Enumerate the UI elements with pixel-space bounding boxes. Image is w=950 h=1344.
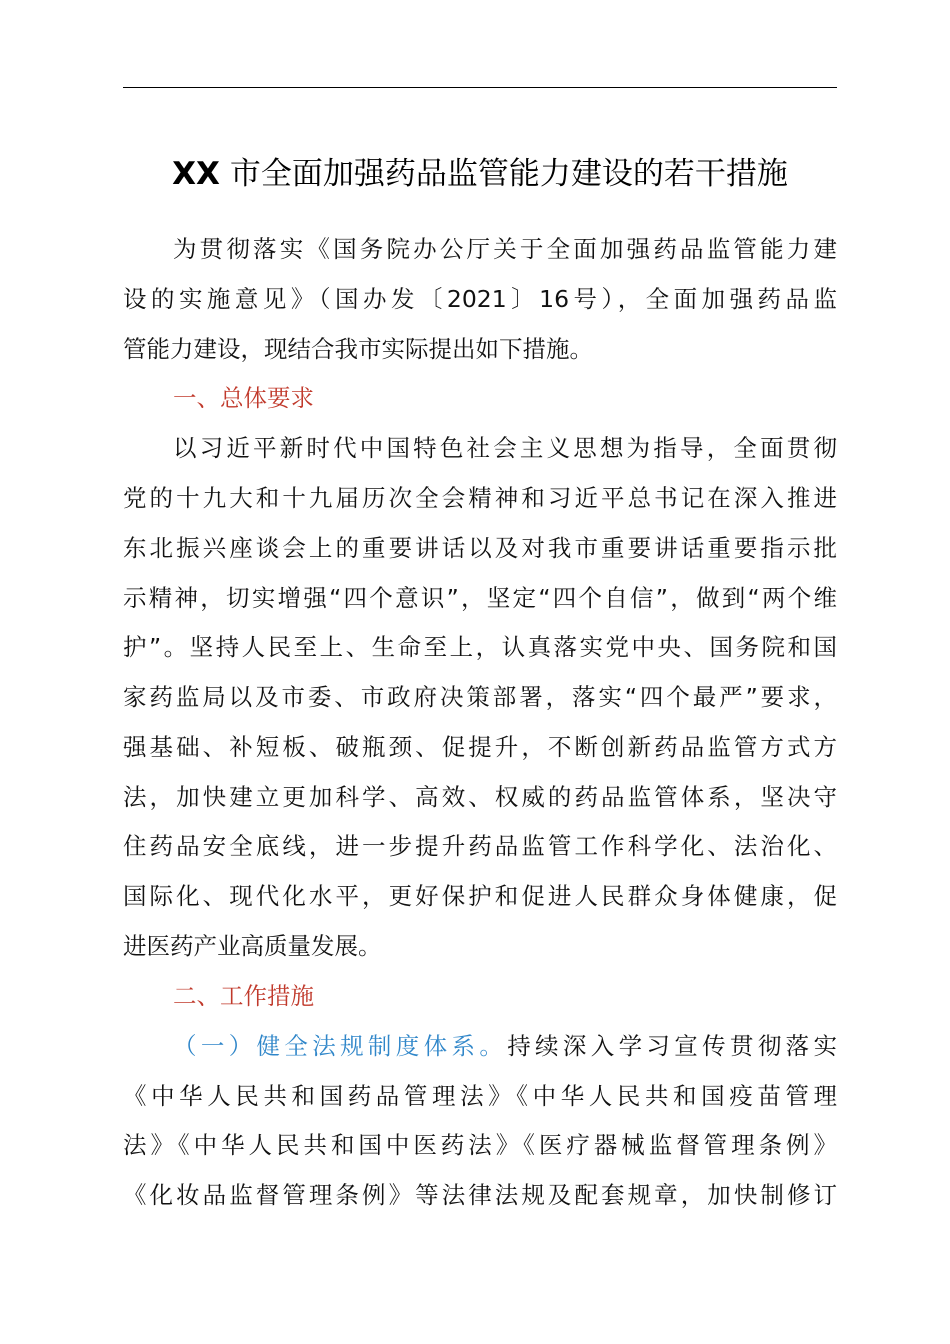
subsection-label-legal-system: （一）健全法规制度体系。	[173, 1032, 508, 1060]
intro-line-1: 为贯彻落实《国务院办公厅关于全面加强药品监管能力建	[173, 235, 837, 263]
header-rule	[123, 87, 837, 88]
section1-line-11: 进医药产业高质量发展。	[123, 932, 382, 960]
document-title	[110, 148, 850, 200]
subsection1-line-1	[123, 1021, 837, 1071]
subsection1-line-4: 《化妆品监督管理条例》等法律法规及配套规章，加快制修订	[123, 1181, 837, 1209]
title-text: 市全面加强药品监管能力建设的若干措施	[229, 156, 788, 192]
section-heading-work-measures: 二、工作措施	[173, 982, 314, 1010]
section1-line-2: 党的十九大和十九届历次全会精神和习近平总书记在深入推进	[123, 484, 837, 512]
section1-line-1: 以习近平新时代中国特色社会主义思想为指导，全面贯彻	[173, 434, 837, 462]
subsection1-line-3: 法》《中华人民共和国中医药法》《医疗器械监督管理条例》	[123, 1131, 837, 1159]
intro-line-3: 管能力建设，现结合我市实际提出如下措施。	[123, 335, 593, 363]
subsection1-line-1-text: 持续深入学习宣传贯彻落实	[507, 1032, 838, 1060]
section-heading-overall-requirements: 一、总体要求	[173, 384, 314, 412]
section1-line-9: 住药品安全底线，进一步提升药品监管工作科学化、法治化、	[123, 832, 837, 860]
intro-line-2: 设的实施意见》（国办发〔2021〕16号），全面加强药品监	[123, 285, 837, 313]
section1-line-5: 护”。坚持人民至上、生命至上，认真落实党中央、国务院和国	[123, 633, 837, 661]
section1-line-6: 家药监局以及市委、市政府决策部署，落实“四个最严”要求，	[123, 683, 837, 711]
title-prefix: XX	[172, 156, 220, 192]
subsection1-line-2: 《中华人民共和国药品管理法》《中华人民共和国疫苗管理	[123, 1082, 837, 1110]
section1-line-10: 国际化、现代化水平，更好保护和促进人民群众身体健康，促	[123, 882, 837, 910]
section1-line-7: 强基础、补短板、破瓶颈、促提升，不断创新药品监管方式方	[123, 733, 837, 761]
section1-line-8: 法，加快建立更加科学、高效、权威的药品监管体系，坚决守	[123, 783, 837, 811]
section1-line-3: 东北振兴座谈会上的重要讲话以及对我市重要讲话重要指示批	[123, 534, 837, 562]
section1-line-4: 示精神，切实增强“四个意识”，坚定“四个自信”，做到“两个维	[123, 584, 837, 612]
